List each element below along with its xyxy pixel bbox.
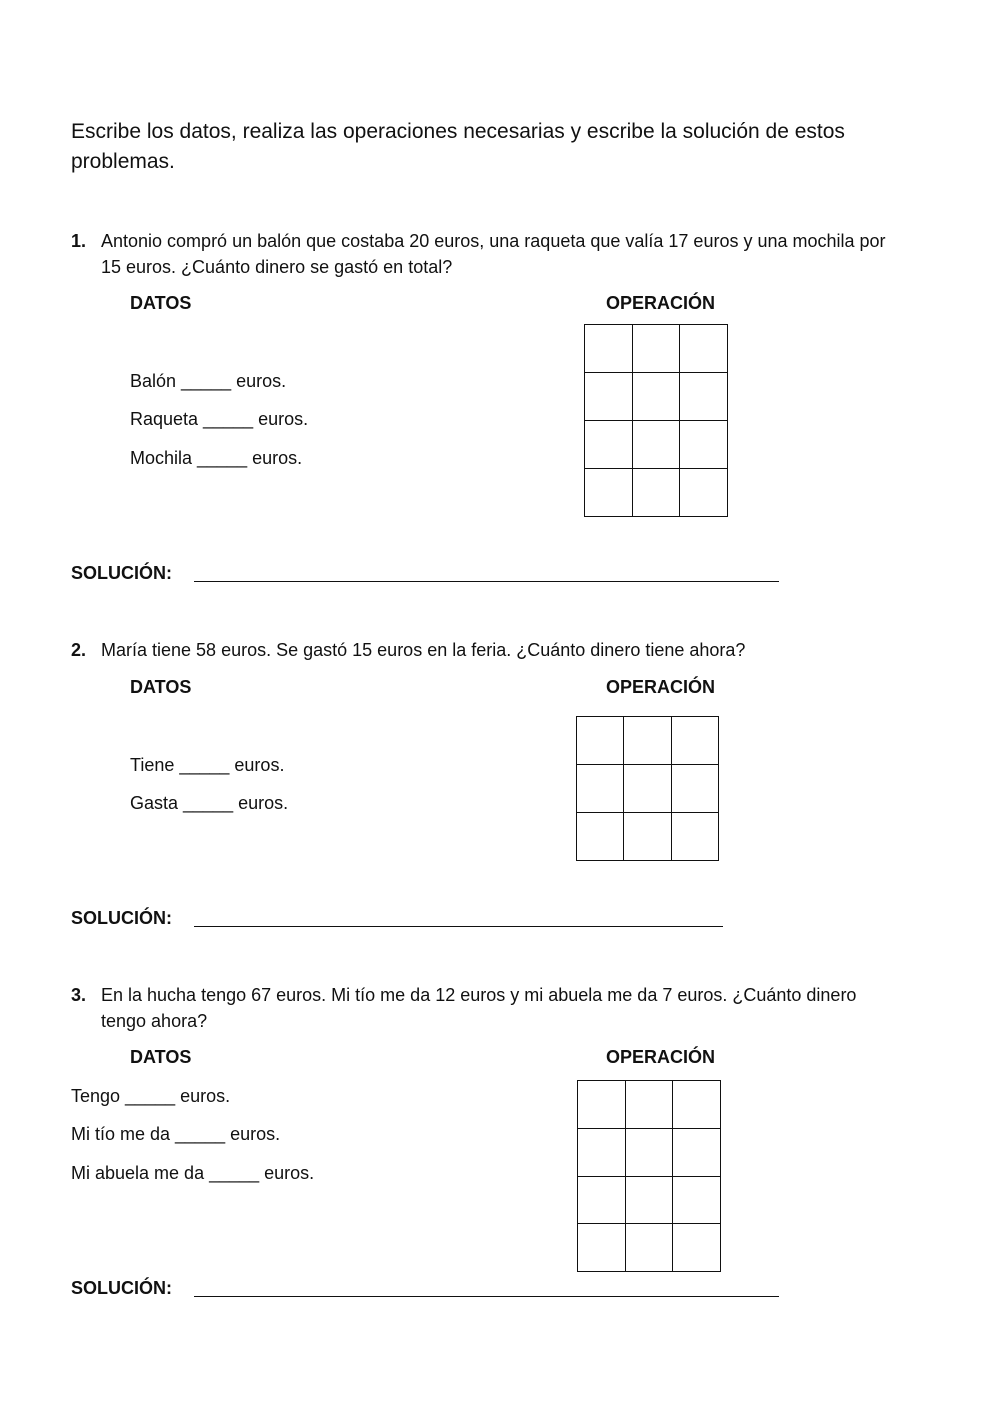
- data-line: Gasta _____ euros.: [130, 793, 289, 813]
- grid-cell[interactable]: [633, 373, 681, 421]
- data-line: Mi tío me da _____ euros.: [71, 1124, 281, 1144]
- grid-cell[interactable]: [624, 813, 671, 861]
- problem-number: 2.: [71, 640, 87, 660]
- grid-cell[interactable]: [578, 1081, 626, 1129]
- solution-line[interactable]: [194, 581, 779, 582]
- operacion-heading: OPERACIÓN: [606, 677, 716, 697]
- problem-text: En la hucha tengo 67 euros. Mi tío me da 12 euros y mi abuela me da 7 euros. ¿Cuánto dinero tengo ahora?: [101, 985, 857, 1031]
- operation-grid[interactable]: [584, 324, 728, 517]
- data-line: Tengo _____ euros.: [71, 1086, 231, 1106]
- grid-cell[interactable]: [577, 717, 624, 765]
- grid-cell[interactable]: [680, 325, 728, 373]
- problem-number: 3.: [71, 985, 87, 1005]
- operation-grid[interactable]: [576, 716, 719, 861]
- grid-cell[interactable]: [673, 1129, 721, 1177]
- data-line: Balón _____ euros.: [130, 371, 287, 391]
- grid-cell[interactable]: [624, 717, 671, 765]
- grid-cell[interactable]: [626, 1081, 674, 1129]
- grid-cell[interactable]: [577, 765, 624, 813]
- problem-text: Antonio compró un balón que costaba 20 euros, una raqueta que valía 17 euros y una mochila por 15 euros. ¿Cuánto dinero se gastó en total?: [101, 231, 886, 277]
- grid-cell[interactable]: [585, 421, 633, 469]
- grid-cell[interactable]: [626, 1129, 674, 1177]
- grid-cell[interactable]: [626, 1224, 674, 1272]
- operacion-heading: OPERACIÓN: [606, 293, 716, 313]
- grid-cell[interactable]: [672, 765, 719, 813]
- solution-label: SOLUCIÓN:: [71, 908, 172, 928]
- grid-cell[interactable]: [577, 813, 624, 861]
- solution-line[interactable]: [194, 926, 723, 927]
- operation-grid[interactable]: [577, 1080, 721, 1272]
- grid-cell[interactable]: [578, 1224, 626, 1272]
- datos-heading: DATOS: [130, 1047, 192, 1067]
- grid-cell[interactable]: [633, 325, 681, 373]
- grid-cell[interactable]: [673, 1177, 721, 1225]
- grid-cell[interactable]: [633, 469, 681, 517]
- data-line: Tiene _____ euros.: [130, 755, 285, 775]
- instructions: Escribe los datos, realiza las operaciones necesarias y escribe la solución de estos problemas.: [71, 120, 845, 173]
- datos-heading: DATOS: [130, 293, 192, 313]
- data-line: Raqueta _____ euros.: [130, 409, 309, 429]
- solution-label: SOLUCIÓN:: [71, 1278, 172, 1298]
- grid-cell[interactable]: [680, 469, 728, 517]
- data-line: Mochila _____ euros.: [130, 448, 303, 468]
- operacion-heading: OPERACIÓN: [606, 1047, 716, 1067]
- datos-heading: DATOS: [130, 677, 192, 697]
- grid-cell[interactable]: [585, 325, 633, 373]
- data-line: Mi abuela me da _____ euros.: [71, 1163, 315, 1183]
- grid-cell[interactable]: [680, 373, 728, 421]
- grid-cell[interactable]: [626, 1177, 674, 1225]
- grid-cell[interactable]: [672, 813, 719, 861]
- problem-number: 1.: [71, 231, 87, 251]
- grid-cell[interactable]: [578, 1177, 626, 1225]
- grid-cell[interactable]: [585, 469, 633, 517]
- grid-cell[interactable]: [673, 1224, 721, 1272]
- grid-cell[interactable]: [672, 717, 719, 765]
- grid-cell[interactable]: [624, 765, 671, 813]
- grid-cell[interactable]: [633, 421, 681, 469]
- solution-line[interactable]: [194, 1296, 779, 1297]
- grid-cell[interactable]: [585, 373, 633, 421]
- grid-cell[interactable]: [578, 1129, 626, 1177]
- grid-cell[interactable]: [680, 421, 728, 469]
- problem-text: María tiene 58 euros. Se gastó 15 euros en la feria. ¿Cuánto dinero tiene ahora?: [101, 640, 746, 660]
- solution-label: SOLUCIÓN:: [71, 563, 172, 583]
- grid-cell[interactable]: [673, 1081, 721, 1129]
